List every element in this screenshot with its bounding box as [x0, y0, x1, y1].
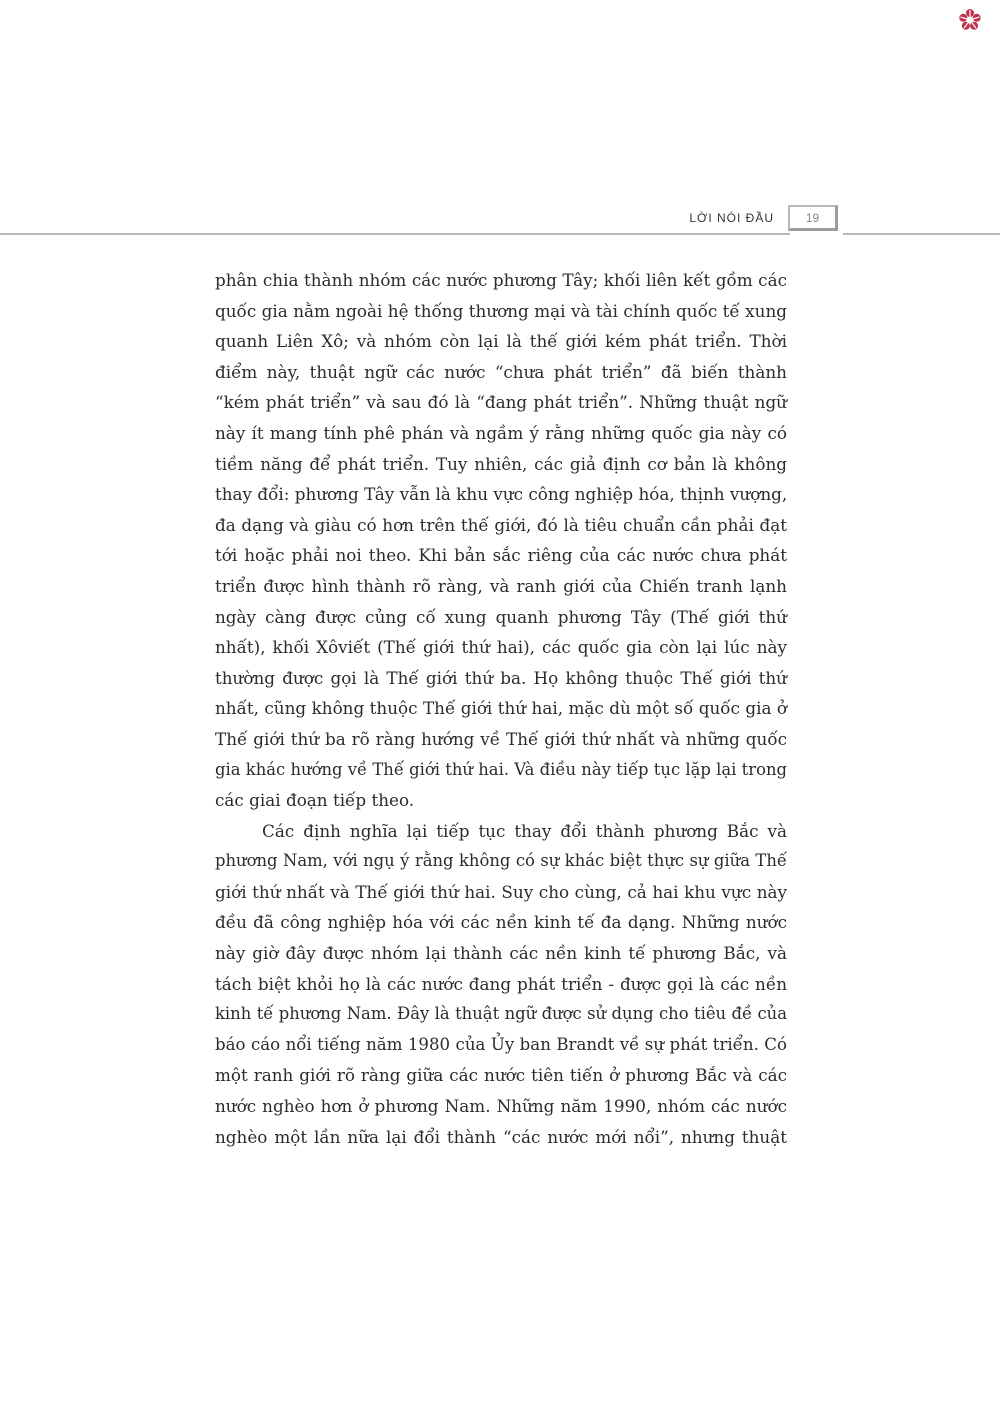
text-line: phương Nam, với ngụ ý rằng không có sự khác biệt thực sự giữa Thế [215, 851, 787, 871]
text-line: các giai đoạn tiếp theo. [215, 790, 415, 811]
body-text [215, 265, 787, 1152]
text-line: Thế giới thứ ba rõ ràng hướng về Thế giới thứ nhất và những quốc [215, 728, 787, 749]
text-line: một ranh giới rõ ràng giữa các nước tiên tiến ở phương Bắc và các [215, 1065, 787, 1086]
text-line: quốc gia nằm ngoài hệ thống thương mại và tài chính quốc tế xung [215, 300, 787, 321]
text-line: thay đổi: phương Tây vẫn là khu vực công nghiệp hóa, thịnh vượng, [215, 484, 788, 505]
paragraph [215, 265, 787, 816]
page-number: 19 [788, 205, 838, 231]
text-line: phân chia thành nhóm các nước phương Tây; khối liên kết gồm các [215, 270, 787, 290]
text-line: quanh Liên Xô; và nhóm còn lại là thế giới kém phát triển. Thời [215, 331, 787, 352]
paragraph [215, 816, 787, 1153]
text-line: này giờ đây được nhóm lại thành các nền kinh tế phương Bắc, và [215, 943, 787, 964]
text-line: tách biệt khỏi họ là các nước đang phát triển - được gọi là các nền [215, 973, 787, 994]
text-line: nghèo một lần nữa lại đổi thành “các nước mới nổi”, nhưng thuật [215, 1126, 787, 1147]
text-line: nhất), khối Xôviết (Thế giới thứ hai), các quốc gia còn lại lúc này [215, 637, 787, 658]
header-rule-right [843, 233, 1000, 235]
text-line: tới hoặc phải noi theo. Khi bản sắc riêng của các nước chưa phát [215, 545, 787, 566]
text-line: tiềm năng để phát triển. Tuy nhiên, các giả định cơ bản là không [215, 453, 787, 474]
text-line: đều đã công nghiệp hóa với các nền kinh tế đa dạng. Những nước [215, 912, 787, 933]
running-header-title: LỜI NÓI ĐẦU [689, 211, 774, 225]
text-line: điểm này, thuật ngữ các nước “chưa phát triển” đã biến thành [215, 361, 787, 382]
text-line: “kém phát triển” và sau đó là “đang phát triển”. Những thuật ngữ [215, 392, 787, 413]
text-line: giới thứ nhất và Thế giới thứ hai. Suy cho cùng, cả hai khu vực này [215, 881, 787, 902]
text-line: này ít mang tính phê phán và ngầm ý rằng những quốc gia này có [215, 422, 787, 443]
text-line: thường được gọi là Thế giới thứ ba. Họ không thuộc Thế giới thứ [215, 667, 787, 688]
text-line: Các định nghĩa lại tiếp tục thay đổi thành phương Bắc và [262, 820, 787, 841]
header-rule-left [0, 233, 790, 235]
text-line: nước nghèo hơn ở phương Nam. Những năm 1990, nhóm các nước [215, 1096, 787, 1117]
text-line: triển được hình thành rõ ràng, và ranh giới của Chiến tranh lạnh [215, 575, 787, 596]
text-line: đa dạng và giàu có hơn trên thế giới, đó là tiêu chuẩn cần phải đạt [215, 514, 787, 535]
text-line: gia khác hướng về Thế giới thứ hai. Và điều này tiếp tục lặp lại trong [215, 759, 787, 779]
text-line: ngày càng được củng cố xung quanh phương Tây (Thế giới thứ [215, 606, 787, 627]
text-line: kinh tế phương Nam. Đây là thuật ngữ được sử dụng cho tiêu đề của [215, 1004, 787, 1024]
flower-icon [958, 8, 982, 32]
text-line: nhất, cũng không thuộc Thế giới thứ hai, mặc dù một số quốc gia ở [215, 698, 787, 719]
text-line: báo cáo nổi tiếng năm 1980 của Ủy ban Brandt về sự phát triển. Có [215, 1034, 787, 1054]
